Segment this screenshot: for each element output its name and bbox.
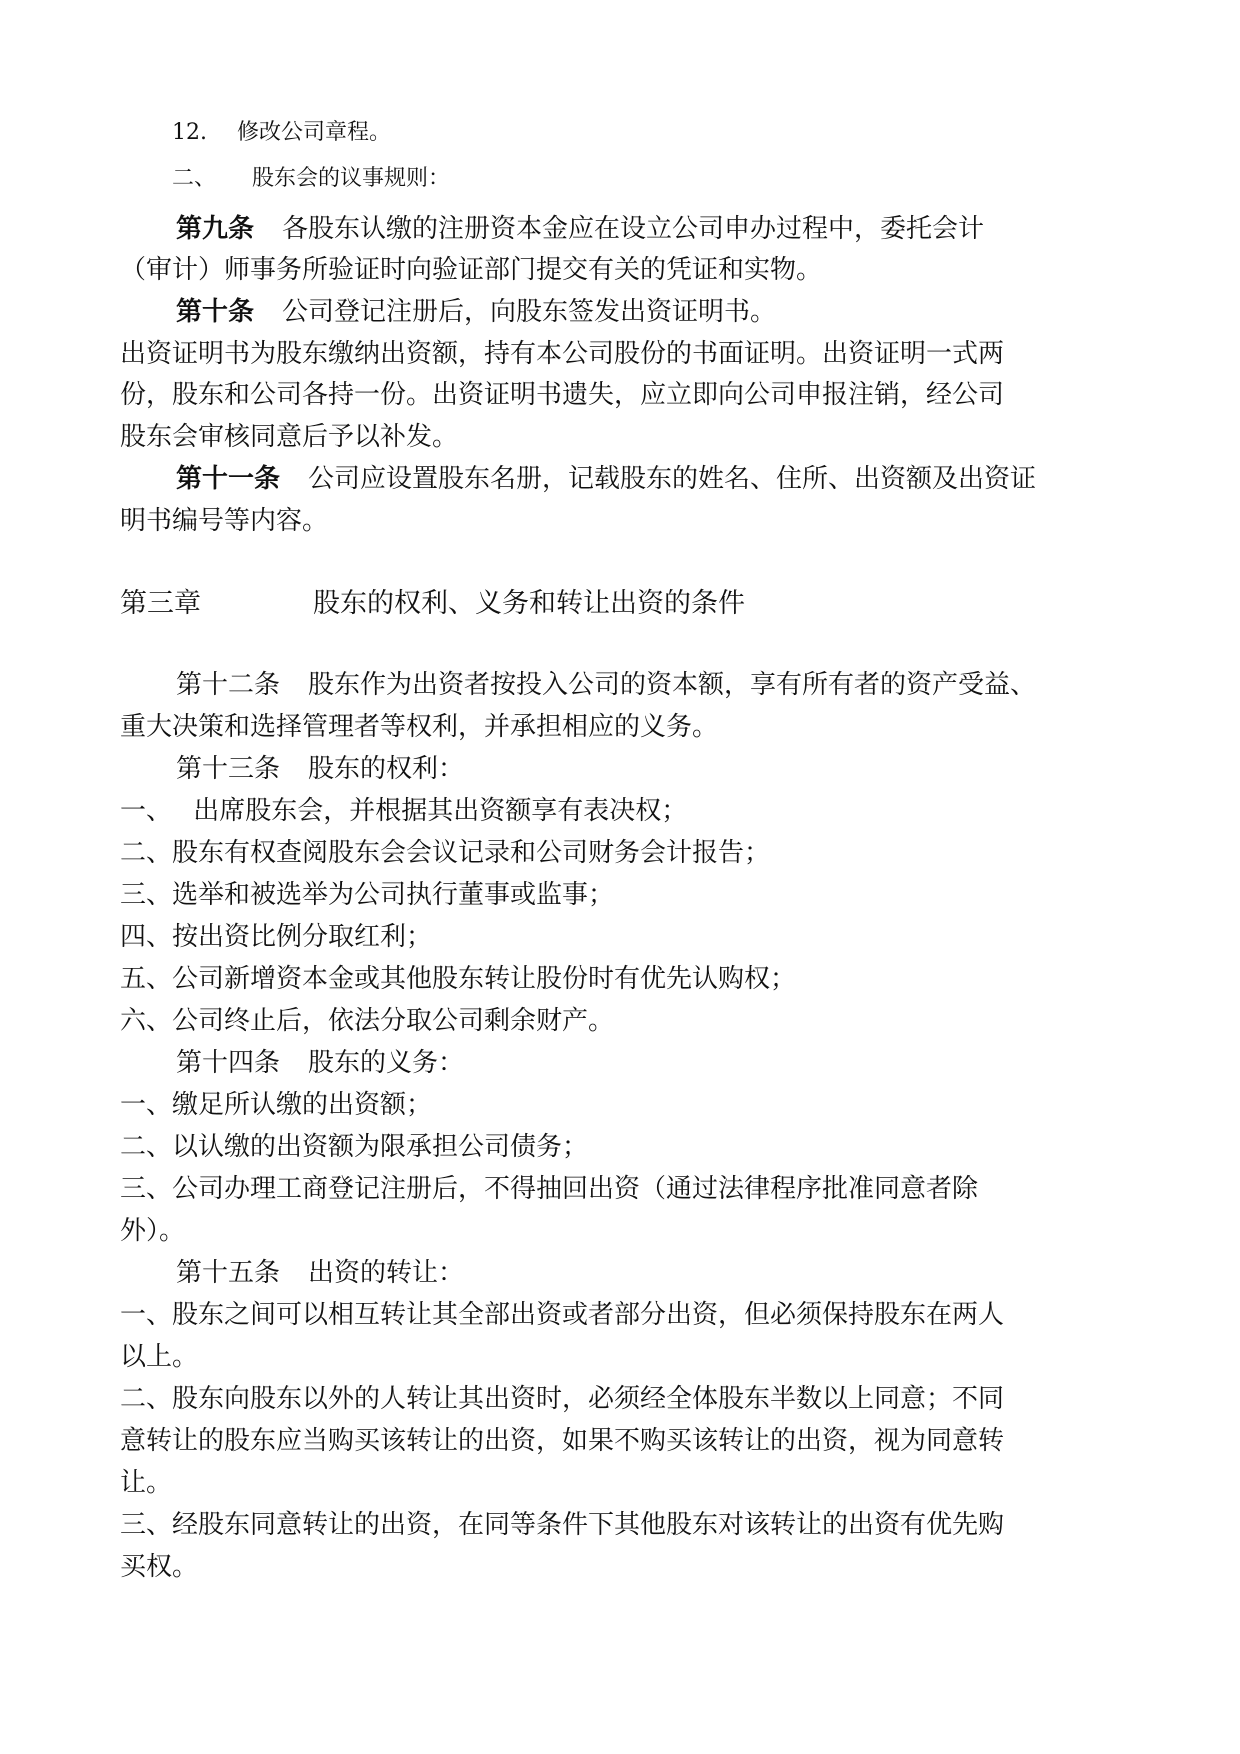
article-10-line-3: 份，股东和公司各持一份。出资证明书遗失，应立即向公司申报注销，经公司: [120, 380, 1005, 410]
article-text: 公司登记注册后，向股东签发出资证明书。: [282, 297, 777, 327]
article-12-line-1: [176, 672, 1036, 698]
article-10-line-4: 股东会审核同意后予以补发。: [120, 422, 459, 452]
transfer-item: 二、股东向股东以外的人转让其出资时，必须经全体股东半数以上同意；不同: [120, 1384, 1005, 1414]
article-label: 第十条: [176, 297, 255, 327]
article-text: 股东作为出资者按投入公司的资本额，享有所有者的资产受益、: [308, 670, 1037, 700]
article-label: 第十四条: [176, 1048, 281, 1078]
transfer-item: 意转让的股东应当购买该转让的出资，如果不购买该转让的出资，视为同意转: [120, 1426, 1005, 1456]
article-14-heading: [176, 1050, 464, 1076]
rights-item: 三、选举和被选举为公司执行董事或监事；: [120, 880, 615, 910]
duties-item: 外）。: [120, 1216, 186, 1246]
article-9-line-2: （审计）师事务所验证时向验证部门提交有关的凭证和实物。: [120, 255, 823, 285]
article-15-heading: [176, 1260, 464, 1286]
rights-item: 一、 出席股东会，并根据其出资额享有表决权；: [120, 796, 688, 826]
rights-item: 六、公司终止后，依法分取公司剩余财产。: [120, 1006, 615, 1036]
article-label: 第十三条: [176, 754, 281, 784]
transfer-item: 买权。: [120, 1552, 199, 1582]
article-13-heading: [176, 756, 464, 782]
section-number: 二、: [172, 166, 217, 191]
article-text: 股东的权利：: [308, 754, 465, 784]
item-number: 12.: [172, 120, 207, 145]
section-title: 股东会的议事规则：: [252, 166, 451, 191]
duties-item: 一、缴足所认缴的出资额；: [120, 1090, 433, 1120]
chapter-label: 第三章: [120, 588, 201, 619]
transfer-item: 一、股东之间可以相互转让其全部出资或者部分出资，但必须保持股东在两人: [120, 1300, 1005, 1330]
item-12: [172, 122, 391, 144]
transfer-item: 三、经股东同意转让的出资，在同等条件下其他股东对该转让的出资有优先购: [120, 1510, 1005, 1540]
duties-item: 二、以认缴的出资额为限承担公司债务；: [120, 1132, 589, 1162]
article-12-line-2: 重大决策和选择管理者等权利，并承担相应的义务。: [120, 712, 719, 742]
transfer-item: 以上。: [120, 1342, 199, 1372]
article-10-line-1: [176, 299, 776, 325]
article-text: 各股东认缴的注册资本金应在设立公司申办过程中，委托会计: [282, 214, 985, 244]
article-10-line-2: 出资证明书为股东缴纳出资额，持有本公司股份的书面证明。出资证明一式两: [120, 339, 1005, 369]
duties-item: 三、公司办理工商登记注册后，不得抽回出资（通过法律程序批准同意者除: [120, 1174, 979, 1204]
article-label: 第十五条: [176, 1258, 281, 1288]
article-text: 公司应设置股东名册，记载股东的姓名、住所、出资额及出资证: [308, 464, 1037, 494]
article-9-line-1: [176, 216, 984, 242]
item-text: 修改公司章程。: [237, 120, 392, 145]
article-11-line-2: 明书编号等内容。: [120, 506, 329, 536]
article-label: 第十一条: [176, 464, 281, 494]
section-2-heading: [172, 168, 450, 190]
rights-item: 二、股东有权查阅股东会会议记录和公司财务会计报告；: [120, 838, 771, 868]
article-text: 股东的义务：: [308, 1048, 465, 1078]
rights-item: 四、按出资比例分取红利；: [120, 922, 433, 952]
rights-item: 五、公司新增资本金或其他股东转让股份时有优先认购权；: [120, 964, 797, 994]
chapter-title: 股东的权利、义务和转让出资的条件: [313, 588, 745, 619]
article-11-line-1: [176, 466, 1036, 492]
article-label: 第十二条: [176, 670, 281, 700]
article-label: 第九条: [176, 214, 255, 244]
chapter-3-heading: [120, 590, 745, 617]
article-text: 出资的转让：: [308, 1258, 465, 1288]
transfer-item: 让。: [120, 1468, 173, 1498]
